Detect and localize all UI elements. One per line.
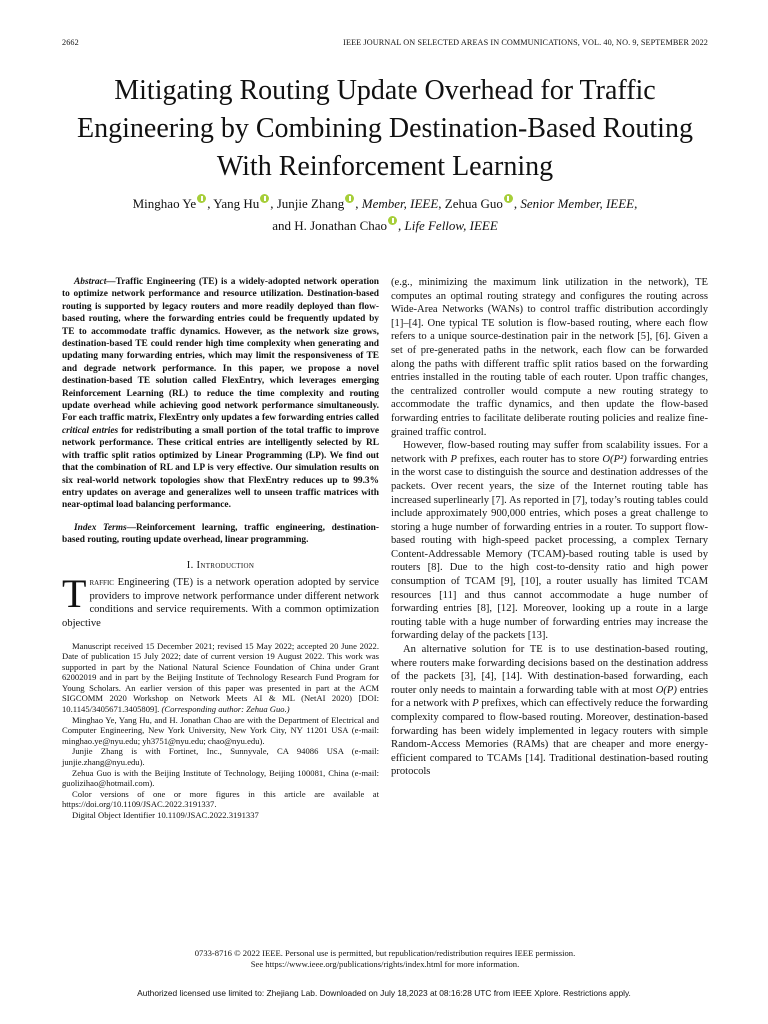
page-number: 2662 — [62, 38, 79, 47]
intro-paragraph: Traffic Engineering (TE) is a network operation adopted by service providers to improve network performance under different network conditions and service requirements. With a common optimization objective — [62, 571, 379, 629]
copyright-notice: 0733-8716 © 2022 IEEE. Personal use is permitted, but republication/redistribution requires IEEE permission. See https://www.ieee.org/publications/rights/index.html for more information. — [194, 948, 576, 969]
orcid-icon[interactable] — [345, 194, 354, 203]
orcid-icon[interactable] — [388, 216, 397, 225]
author-name: Minghao Ye — [132, 196, 197, 211]
author-role: Life Fellow, IEEE — [404, 218, 498, 233]
index-terms-label: Index Terms— — [74, 522, 137, 533]
index-terms: Index Terms—Reinforcement learning, traffic engineering, destination-based routing, routing update overhead, linear programming. — [62, 522, 379, 546]
orcid-icon[interactable] — [260, 194, 269, 203]
orcid-icon[interactable] — [197, 194, 206, 203]
body-paragraph: However, flow-based routing may suffer from scalability issues. For a network with P prefixes, each router has to store O(P²) forwarding entries in the worst case to distinguish the source and destination addresses of the packets. Over recent years, the size of the Internet routing table has increased superlinearly [7]. As reported in [7], today’s routing tables could include approximately 900,000 entries, which poses a great challenge to storing a huge number of forwarding entries in a router. To support flow-based routing with high-speed packet processing, a complex Ternary Content-Addressable Memory (TCAM)-based routing table is used by routers [8]. Due to the high cost-to-density ratio and high power consumption of TCAM [9], [10], a router usually has limited TCAM resources [11] and thus cannot accommodate a huge number of forwarding entries [8], [12]. Moreover, looking up a route in a large routing table with a huge number of forwarding entries may increase the forwarding delay of the packets [13]. — [391, 440, 709, 642]
license-footer: Authorized licensed use limited to: Zhejiang Lab. Downloaded on July 18,2023 at 08:16:28 UTC from IEEE Xplore. Restrictions apply. — [137, 988, 631, 998]
author-list: Minghao Ye , Yang Hu , Junjie Zhang , Member, IEEE, Zehua Guo , Senior Member, IEEE, and H. Jonathan Chao , Life Fellow, IEEE — [132, 196, 638, 233]
author-role: Senior Member, IEEE — [520, 196, 635, 211]
right-column — [391, 276, 708, 779]
abstract: Abstract—Traffic Engineering (TE) is a widely-adopted network operation to optimize network performance and resource utilization. Destination-based routing is supported by legacy routers and more readily deployed than flow-based routing, where the forwarding entries could be frequently updated by TE to accommodate traffic dynamics. However, as the network size grows, destination-based TE could render high time complexity when generating and updating many forwarding entries, which may limit the responsiveness of TE and degrade network performance. In this paper, we propose a novel destination-based TE solution called FlexEntry, which leverages emerging Reinforcement Learning (RL) to reduce the time complexity and routing update overhead while achieving good network performance simultaneously. For each traffic matrix, FlexEntry only updates a few forwarding entries called critical entries for redistributing a small portion of the total traffic to improve network performance. These critical entries are intelligently selected by RL with traffic split ratios optimized by Linear Programming (LP). We find out that the combination of RL and LP is very effective. Our simulation results on six real-world network topologies show that FlexEntry reduces up to 99.3% entry updates on average and generalizes well to unseen traffic matrices with near-optimal load balancing performance. — [62, 277, 380, 511]
footnote: Junjie Zhang is with Fortinet, Inc., Sunnyvale, CA 94086 USA (e-mail: junjie.zhang@nyu.edu). — [62, 746, 379, 768]
author-conjunction: and — [272, 218, 291, 233]
drop-cap: T — [62, 571, 87, 617]
author-name: Yang Hu — [213, 196, 260, 211]
abstract-label: Abstract— — [74, 277, 116, 287]
footnote: Digital Object Identifier 10.1109/JSAC.2022.3191337 — [72, 810, 259, 820]
author-role: Member, IEEE — [361, 196, 439, 211]
footnotes — [62, 641, 379, 821]
footnote: Manuscript received 15 December 2021; revised 15 May 2022; accepted 20 June 2022. Date of publication 15 July 2022; date of current version 19 August 2022. This work was supported in part by the National Natural Science Foundation of China under Grant 62002019 and in part by the Beijing Institute of Technology Research Fund Program for Young Scholars. An earlier version of this paper was presented in part at the ACM SIGCOMM 2020 Workshop on Network Meets AI & ML (NetAI 2020) [DOI: 10.1145/3405671.3405809]. (Corresponding author: Zehua Guo.) — [62, 640, 379, 715]
journal-name: IEEE JOURNAL ON SELECTED AREAS IN COMMUNICATIONS, VOL. 40, NO. 9, SEPTEMBER 2022 — [343, 38, 708, 47]
footnote: Zehua Guo is with the Beijing Institute of Technology, Beijing 100081, China (e-mail: guolizihao@hotmail.com). — [62, 767, 379, 789]
paper-title: Mitigating Routing Update Overhead for Traffic Engineering by Combining Destination-Based Routing With Reinforcement Learning — [77, 75, 693, 182]
body-paragraph: An alternative solution for TE is to use destination-based routing, where routers make forwarding decisions based on the destination address of the packets [3], [4], [14]. With destination-based forwarding, each router only needs to maintain a forwarding table with at most O(P) entries for a network with P prefixes, which can effectively reduce the forwarding complexity compared to flow-based routing. Moreover, destination-based forwarding has been widely implemented in legacy routers with simple Random-Access Memories (RAMs) that are cheaper and more energy-efficient compared to TCAMs [14]. Traditional destination-based routing protocols — [391, 644, 709, 778]
left-column — [62, 276, 379, 821]
running-header — [62, 38, 708, 52]
orcid-icon[interactable] — [504, 194, 513, 203]
body-paragraph: (e.g., minimizing the maximum link utilization in the network), TE computes an optimal routing strategy and configures the routing across Wide-Area Networks (WANs) to control traffic distribution accordingly [1]–[4]. One typical TE solution is flow-based routing, where each flow refers to a unique source-destination pair in the network [5], [6]. Given a set of pre-generated paths in the network, each flow can be forwarded along the paths with different traffic split ratios based on the forwarding entries installed in the routing table of each router. Upon traffic changes, the centralized controller would compute a new routing strategy to accommodate the traffic dynamics, and then update the flow-based forwarding entries to facilitate deliberate routing policies and realize fine-grained traffic control. — [391, 277, 708, 438]
author-name: H. Jonathan Chao — [294, 218, 388, 233]
author-name: Junjie Zhang — [276, 196, 345, 211]
footnote: Minghao Ye, Yang Hu, and H. Jonathan Chao are with the Department of Electrical and Computer Engineering, New York University, New York City, NY 11201 USA (e-mail: minghao.ye@nyu.edu; yh3751@nyu.edu; chao@nyu.edu). — [62, 714, 379, 746]
section-heading: I. Introduction — [186, 559, 255, 571]
footnote: Color versions of one or more figures in this article are available at https://doi.org/10.1109/JSAC.2022.3191337. — [62, 788, 379, 810]
author-name: Zehua Guo — [444, 196, 503, 211]
critical-entries-term: critical entries — [62, 425, 119, 436]
